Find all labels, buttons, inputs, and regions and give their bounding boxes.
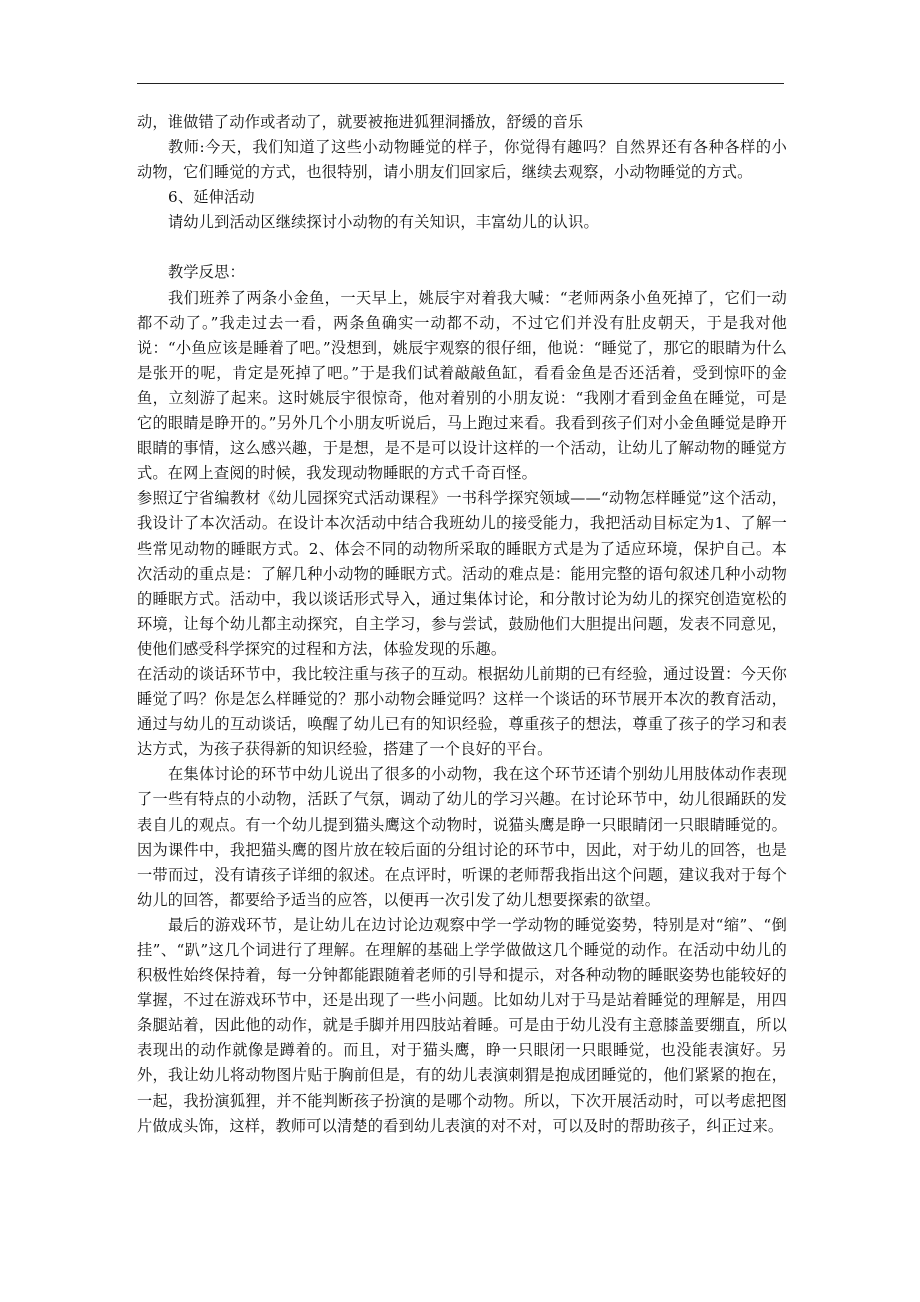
blank-line (137, 235, 787, 260)
paragraph-continuation: 动，谁做错了动作或者动了，就要被拖进狐狸洞播放，舒缓的音乐 (137, 113, 584, 131)
paragraph-teacher-summary: 教师:今天，我们知道了这些小动物睡觉的样子，你觉得有趣吗？自然界还有各种各样的小动物，它们睡觉的方式，也很特别，请小朋友们回家后，继续去观察，小动物睡觉的方式。 (137, 138, 787, 182)
paragraph-game-session: 最后的游戏环节，是让幼儿在边讨论边观察中学一学动物的睡觉姿势，特别是对“缩”、“倒挂”、“趴”这几个词进行了理解。在理解的基础上学学做做这几个睡觉的动作。在活动中幼儿的积极性始终保持着，每一分钟都能跟随着老师的引导和提示，对各种动物的睡眠姿势也能较好的掌握，不过在游戏环节中，还是出现了一些小问题。比如幼儿对于马是站着睡觉的理解是，用四条腿站着，因此他的动作，就是手脚并用四肢站着睡。可是由于幼儿没有主意膝盖要绷直，所以表现出的动作就像是蹲着的。而且，对于猫头鹰，睁一只眼闭一只眼睡觉，也没能表演好。另外，我让幼儿将动物图片贴于胸前但是，有的幼儿表演刺猬是抱成团睡觉的，他们紧紧的抱在，一起，我扮演狐狸，并不能判断孩子扮演的是哪个动物。所以，下次开展活动时，可以考虑把图片做成头饰，这样，教师可以清楚的看到幼儿表演的对不对，可以及时的帮助孩子，纠正过来。 (137, 915, 787, 1135)
paragraph-conversation: 在活动的谈话环节中，我比较注重与孩子的互动。根据幼儿前期的已有经验，通过设置：今天你睡觉了吗？你是怎么样睡觉的？那小动物会睡觉吗？这样一个谈话的环节展开本次的教育活动，通过与幼儿的互动谈话，唤醒了幼儿已有的知识经验，尊重孩子的想法，尊重了孩子的学习和表达方式，为孩子获得新的知识经验，搭建了一个良好的平台。 (137, 664, 787, 759)
paragraph-goldfish-story: 我们班养了两条小金鱼，一天早上，姚辰宇对着我大喊：“老师两条小鱼死掉了，它们一动都不动了。”我走过去一看，两条鱼确实一动都不动，不过它们并没有肚皮朝天，于是我对他说：“小鱼应该是睡着了吧。”没想到，姚辰宇观察的很仔细，他说：“睡觉了，那它的眼睛为什么是张开的呢，肯定是死掉了吧。”于是我们试着敲敲鱼缸，看看金鱼是否还活着，受到惊吓的金鱼，立刻游了起来。这时姚辰宇很惊奇，他对着别的小朋友说：“我刚才看到金鱼在睡觉，可是它的眼睛是睁开的。”另外几个小朋友听说后，马上跑过来看。我看到孩子们对小金鱼睡觉是睁开眼睛的事情，这么感兴趣，于是想，是不是可以设计这样的一个活动，让幼儿了解动物的睡觉方式。在网上查阅的时候，我发现动物睡眠的方式千奇百怪。 (137, 288, 787, 483)
paragraph-activity-design: 参照辽宁省编教材《幼儿园探究式活动课程》一书科学探究领域——“动物怎样睡觉”这个活动，我设计了本次活动。在设计本次活动中结合我班幼儿的接受能力，我把活动目标定为1、了解一些常见动物的睡眠方式。2、体会不同的动物所采取的睡眠方式是为了适应环境，保护自己。本次活动的重点是：了解几种小动物的睡眠方式。活动的难点是：能用完整的语句叙述几种小动物的睡眠方式。活动中，我以谈话形式导入，通过集体讨论，和分散讨论为幼儿的探究创造宽松的环境，让每个幼儿都主动探究，自主学习，参与尝试，鼓励他们大胆提出问题，发表不同意见，使他们感受科学探究的过程和方法，体验发现的乐趣。 (137, 489, 787, 658)
paragraph-extension: 请幼儿到活动区继续探讨小动物的有关知识，丰富幼儿的认识。 (168, 213, 599, 232)
document-body (137, 110, 787, 1139)
section-heading-reflection: 教学反思： (168, 263, 245, 282)
section-heading-extension: 6、延伸活动 (168, 188, 255, 207)
paragraph-group-discussion: 在集体讨论的环节中幼儿说出了很多的小动物，我在这个环节还请个别幼儿用肢体动作表现了一些有特点的小动物，活跃了气氛，调动了幼儿的学习兴趣。在讨论环节中，幼儿很踊跃的发表自儿的观点。有一个幼儿提到猫头鹰这个动物时，说猫头鹰是睁一只眼睛闭一只眼睛睡觉的。因为课件中，我把猫头鹰的图片放在较后面的分组讨论的环节中，因此，对于幼儿的回答，也是一带而过，没有请孩子详细的叙述。在点评时，听课的老师帮我指出这个问题，建议我对于每个幼儿的回答，都要给予适当的应答，以便再一次引发了幼儿想要探索的欲望。 (137, 765, 787, 909)
header-rule (137, 83, 784, 84)
